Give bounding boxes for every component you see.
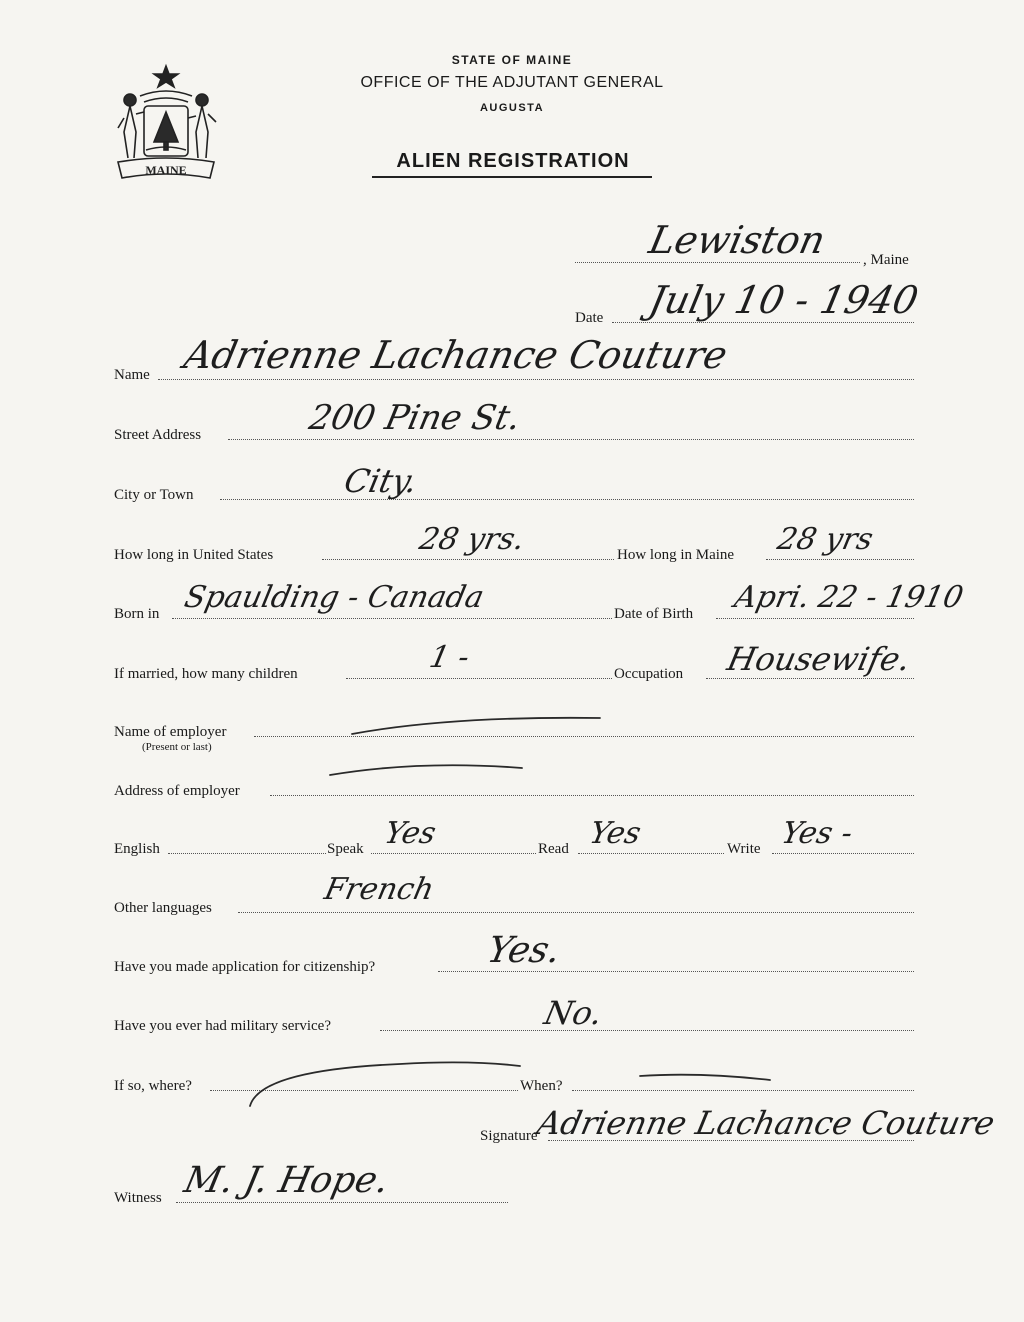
- citizenship-value: Yes.: [483, 930, 565, 971]
- how-long-us-value: 28 yrs.: [416, 522, 528, 557]
- military-value: No.: [540, 994, 606, 1032]
- when-label: When?: [520, 1078, 563, 1094]
- english-label: English: [114, 841, 160, 857]
- read-value: Yes: [586, 816, 645, 851]
- military-label: Have you ever had military service?: [114, 1018, 331, 1034]
- witness-value: M. J. Hope.: [180, 1160, 393, 1201]
- employer-name-label: Name of employer: [114, 724, 227, 740]
- speak-value: Yes: [381, 816, 440, 851]
- city-town-label: City or Town: [114, 487, 194, 503]
- speak-label: Speak: [327, 841, 364, 857]
- date-of-birth-label: Date of Birth: [614, 606, 694, 622]
- write-label: Write: [727, 841, 761, 857]
- other-languages-value: French: [321, 872, 438, 907]
- seal-banner-text: MAINE: [145, 163, 187, 177]
- when-stroke: [640, 1075, 770, 1080]
- where-stroke: [250, 1062, 520, 1106]
- street-value: 200 Pine St.: [305, 398, 525, 438]
- employer-address-stroke: [330, 765, 522, 775]
- if-so-where-label: If so, where?: [114, 1078, 192, 1094]
- date-value: July 10 - 1940: [645, 278, 923, 322]
- other-languages-label: Other languages: [114, 900, 212, 916]
- state-heading: STATE OF MAINE: [451, 53, 573, 67]
- how-long-maine-value: 28 yrs: [774, 522, 877, 557]
- signature-label: Signature: [480, 1128, 538, 1144]
- write-value: Yes -: [778, 816, 856, 851]
- employer-name-stroke: [352, 718, 600, 734]
- how-long-maine-label: How long in Maine: [617, 547, 735, 563]
- date-label: Date: [575, 310, 604, 326]
- children-label: If married, how many children: [114, 666, 298, 682]
- signature-value: Adrienne Lachance Couture: [533, 1104, 999, 1142]
- city-town-value: City.: [340, 462, 421, 500]
- how-long-us-label: How long in United States: [114, 547, 274, 563]
- name-value: Adrienne Lachance Couture: [180, 333, 732, 377]
- occupation-label: Occupation: [614, 666, 684, 682]
- children-value: 1 -: [426, 640, 473, 675]
- form-title: ALIEN REGISTRATION: [396, 150, 630, 172]
- citizenship-label: Have you made application for citizenship?: [114, 959, 376, 975]
- maine-label: , Maine: [863, 252, 909, 268]
- employer-name-note: (Present or last): [142, 741, 212, 753]
- read-label: Read: [538, 841, 569, 857]
- witness-label: Witness: [114, 1190, 162, 1206]
- street-label: Street Address: [114, 427, 202, 443]
- date-of-birth-value: Apri. 22 - 1910: [731, 580, 967, 615]
- occupation-value: Housewife.: [723, 640, 914, 678]
- born-in-label: Born in: [114, 606, 160, 622]
- office-heading: OFFICE OF THE ADJUTANT GENERAL: [360, 74, 664, 91]
- born-in-value: Spaulding - Canada: [181, 580, 487, 615]
- city-heading: AUGUSTA: [479, 102, 545, 114]
- name-label: Name: [114, 367, 150, 383]
- town-value: Lewiston: [645, 218, 830, 262]
- employer-address-label: Address of employer: [114, 783, 240, 799]
